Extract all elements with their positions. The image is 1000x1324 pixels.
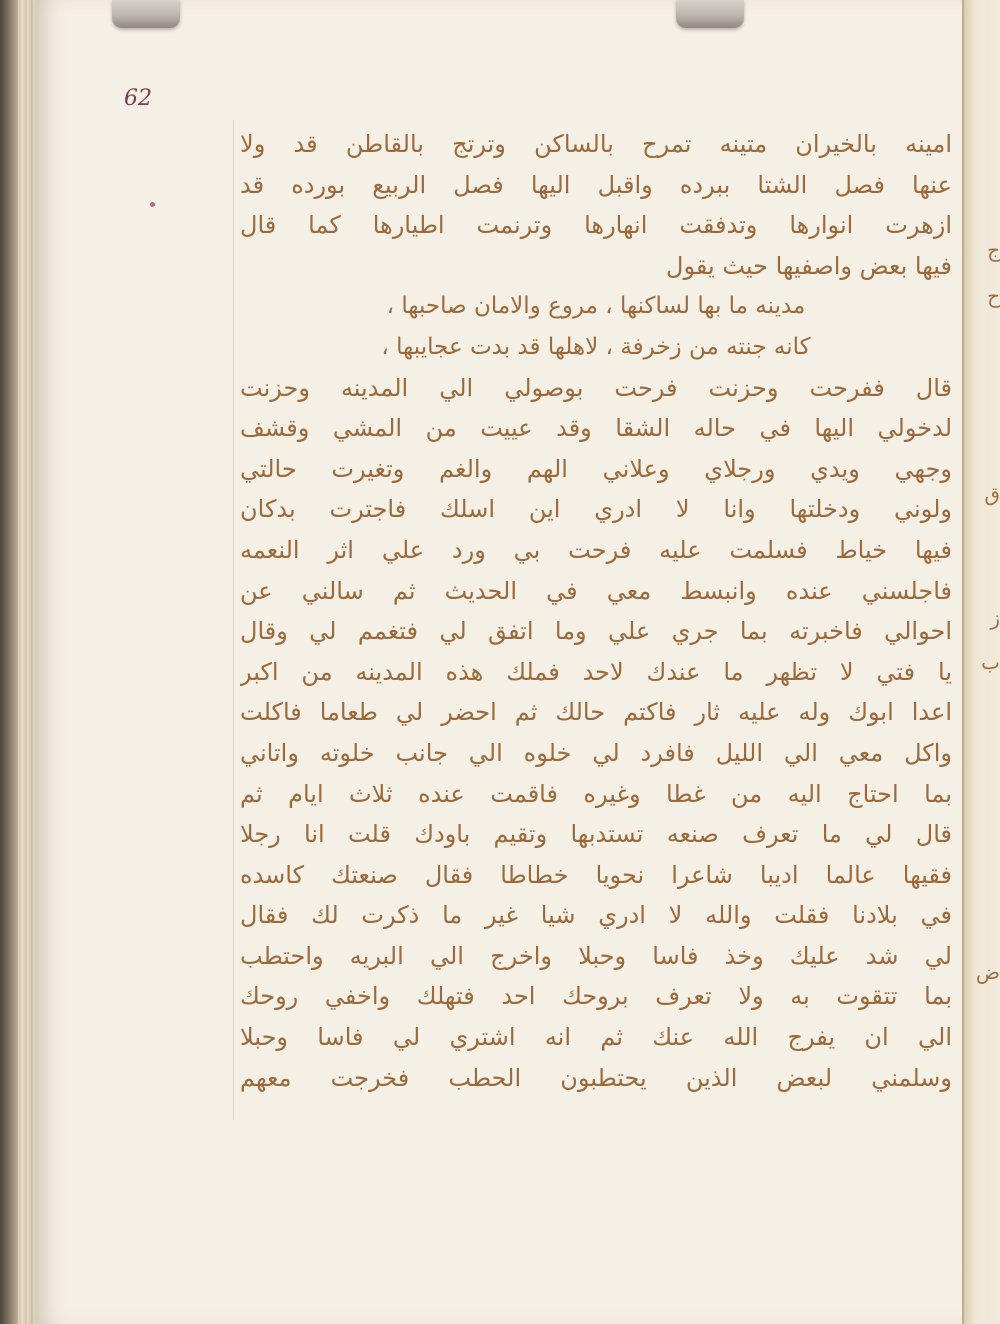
verse-line: مدينه ما بها لساكنها ، مروع والامان صاحبها ، bbox=[386, 293, 806, 320]
margin-fragment: ز bbox=[990, 606, 1000, 630]
text-line: اعدا ابوك وله عليه ثار فاكتم حالك ثم احضر لي طعاما فاكلت bbox=[240, 698, 952, 727]
text-line: احوالي فاخبرته بما جري علي وما اتفق لي فتغمم لي وقال bbox=[240, 617, 952, 646]
text-line: وجهي ويدي ورجلاي وعلاني الهم والغم وتغيرت حالتي bbox=[240, 454, 952, 483]
text-line: امينه بالخيران متينه تمرح بالساكن وترتج بالقاطن قد ولا bbox=[240, 130, 952, 158]
text-line: يا فتي لا تظهر ما عندك لاحد فملك هذه المدينه من اكبر bbox=[240, 657, 952, 686]
text-line: بما تتقوت به ولا تعرف بروحك احد فتهلك واخفي روحك bbox=[240, 982, 952, 1011]
text-line: ولوني ودخلتها وانا لا ادري اين اسلك فاجترت بدكان bbox=[240, 495, 952, 524]
text-line: لي شد عليك وخذ فاسا وحبلا واخرج الي البريه واحتطب bbox=[240, 941, 952, 970]
text-line: عنها فصل الشتا ببرده واقبل اليها فصل الربيع بورده قد bbox=[240, 170, 952, 199]
text-line: واكل معي الي الليل فافرد لي خلوه الي جانب خلوته واتاني bbox=[240, 738, 952, 767]
text-line: لدخولي اليها في حاله الشقا وقد عييت من المشي وقشف bbox=[240, 414, 952, 443]
folio-number: 62 bbox=[124, 86, 152, 111]
text-line: فاجلسني عنده وانبسط معي في الحديث ثم سالني عن bbox=[240, 576, 952, 605]
verse-line: كانه جنته من زخرفة ، لاهلها قد بدت عجايبها ، bbox=[381, 333, 811, 360]
text-line: فيها خياط فسلمت عليه فرحت بي ورد علي اثر النعمه bbox=[240, 535, 952, 564]
margin-fragment: ض bbox=[975, 960, 1000, 984]
text-line: فيها بعض واصفيها حيث يقول bbox=[666, 251, 952, 280]
binding-clip bbox=[112, 0, 180, 28]
margin-fragment: ب bbox=[981, 650, 1000, 674]
margin-fragment: ق bbox=[984, 482, 1000, 506]
manuscript-text bbox=[240, 124, 952, 1098]
text-line: الي ان يفرج الله عنك ثم انه اشتري لي فاسا وحبلا bbox=[240, 1023, 952, 1052]
facing-page-edge bbox=[962, 0, 1000, 1324]
ink-dot bbox=[150, 202, 155, 207]
text-line: ازهرت انوارها وتدفقت انهارها وترنمت اطيارها كما قال bbox=[240, 211, 952, 240]
ruling-line bbox=[233, 120, 234, 1120]
text-line: وسلمني لبعض الذين يحتطبون الحطب فخرجت معهم bbox=[240, 1063, 952, 1092]
text-line: في بلادنا فقلت والله لا ادري شيا غير ما ذكرت لك فقال bbox=[240, 901, 952, 930]
text-line: قال ففرحت وحزنت فرحت بوصولي الي المدينه وحزنت bbox=[240, 373, 952, 402]
text-line: بما احتاج اليه من غطا وغيره فاقمت عنده ثلاث ايام ثم bbox=[240, 779, 952, 808]
margin-fragment: ج bbox=[987, 238, 1000, 262]
binding-clip bbox=[676, 0, 744, 28]
text-line: قال لي ما تعرف صنعه تستدبها وتقيم باودك قلت انا رجلا bbox=[240, 820, 952, 849]
text-line: فقيها عالما اديبا شاعرا نحويا خطاطا فقال صنعتك كاسده bbox=[240, 860, 952, 889]
margin-fragment: ح bbox=[987, 284, 1000, 308]
